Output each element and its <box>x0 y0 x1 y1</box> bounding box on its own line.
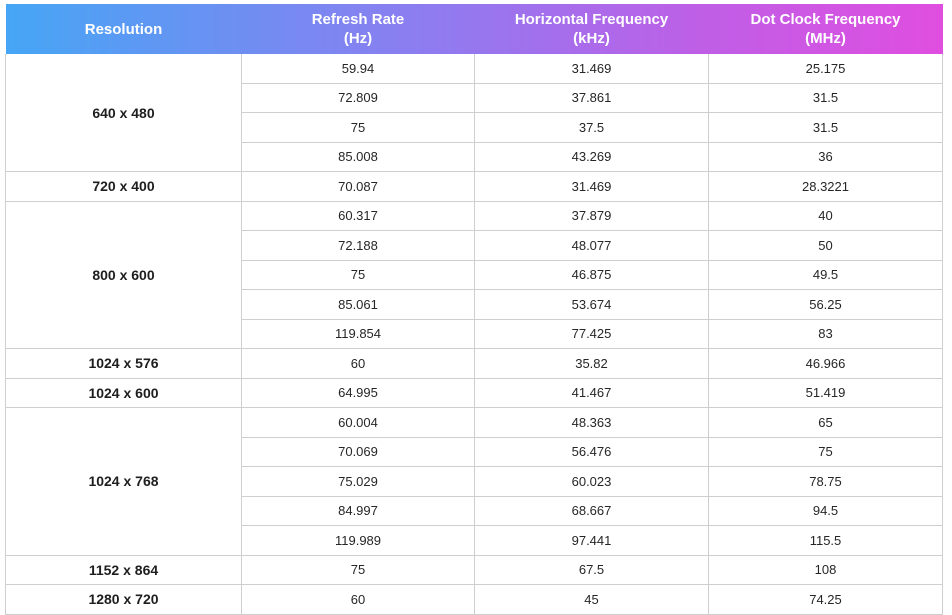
dot-clock-frequency-cell: 31.5 <box>709 83 943 113</box>
horizontal-frequency-cell: 31.469 <box>475 172 709 202</box>
timing-table <box>5 4 943 615</box>
dot-clock-frequency-cell: 115.5 <box>709 526 943 556</box>
horizontal-frequency-cell: 97.441 <box>475 526 709 556</box>
dot-clock-frequency-cell: 56.25 <box>709 290 943 320</box>
header-horizontal-frequency <box>475 4 709 54</box>
timing-table-container <box>5 4 942 615</box>
header-horizontal-frequency-label: Horizontal Frequency <box>514 11 669 28</box>
dot-clock-frequency-cell: 65 <box>709 408 943 438</box>
table-row <box>6 172 943 202</box>
horizontal-frequency-cell: 48.077 <box>475 231 709 261</box>
table-header <box>6 4 943 54</box>
table-row <box>6 349 943 379</box>
dot-clock-frequency-cell: 74.25 <box>709 585 943 615</box>
refresh-rate-cell: 60 <box>242 585 475 615</box>
resolution-cell: 800 x 600 <box>6 201 242 349</box>
horizontal-frequency-cell: 35.82 <box>475 349 709 379</box>
horizontal-frequency-cell: 41.467 <box>475 378 709 408</box>
table-row <box>6 378 943 408</box>
dot-clock-frequency-cell: 49.5 <box>709 260 943 290</box>
resolution-cell: 1280 x 720 <box>6 585 242 615</box>
horizontal-frequency-cell: 46.875 <box>475 260 709 290</box>
horizontal-frequency-cell: 45 <box>475 585 709 615</box>
dot-clock-frequency-cell: 36 <box>709 142 943 172</box>
dot-clock-frequency-cell: 75 <box>709 437 943 467</box>
header-resolution <box>6 4 242 54</box>
refresh-rate-cell: 70.069 <box>242 437 475 467</box>
horizontal-frequency-cell: 56.476 <box>475 437 709 467</box>
resolution-cell: 640 x 480 <box>6 54 242 172</box>
horizontal-frequency-cell: 31.469 <box>475 54 709 83</box>
header-row <box>6 4 943 54</box>
refresh-rate-cell: 60 <box>242 349 475 379</box>
horizontal-frequency-cell: 37.861 <box>475 83 709 113</box>
horizontal-frequency-cell: 53.674 <box>475 290 709 320</box>
header-dot-clock-frequency <box>709 4 943 54</box>
refresh-rate-cell: 72.809 <box>242 83 475 113</box>
refresh-rate-cell: 60.004 <box>242 408 475 438</box>
dot-clock-frequency-cell: 31.5 <box>709 113 943 143</box>
horizontal-frequency-cell: 43.269 <box>475 142 709 172</box>
header-dot-clock-frequency-label: Dot Clock Frequency <box>750 11 901 28</box>
resolution-cell: 720 x 400 <box>6 172 242 202</box>
refresh-rate-cell: 72.188 <box>242 231 475 261</box>
horizontal-frequency-cell: 37.879 <box>475 201 709 231</box>
dot-clock-frequency-cell: 25.175 <box>709 54 943 83</box>
horizontal-frequency-cell: 77.425 <box>475 319 709 349</box>
refresh-rate-cell: 119.854 <box>242 319 475 349</box>
refresh-rate-cell: 75.029 <box>242 467 475 497</box>
refresh-rate-cell: 70.087 <box>242 172 475 202</box>
header-refresh-rate <box>242 4 475 54</box>
header-dot-clock-frequency-unit: (MHz) <box>805 30 846 47</box>
refresh-rate-cell: 84.997 <box>242 496 475 526</box>
refresh-rate-cell: 75 <box>242 260 475 290</box>
dot-clock-frequency-cell: 40 <box>709 201 943 231</box>
refresh-rate-cell: 64.995 <box>242 378 475 408</box>
resolution-cell: 1024 x 576 <box>6 349 242 379</box>
dot-clock-frequency-cell: 83 <box>709 319 943 349</box>
refresh-rate-cell: 75 <box>242 113 475 143</box>
horizontal-frequency-cell: 37.5 <box>475 113 709 143</box>
resolution-cell: 1024 x 600 <box>6 378 242 408</box>
dot-clock-frequency-cell: 51.419 <box>709 378 943 408</box>
refresh-rate-cell: 85.008 <box>242 142 475 172</box>
header-horizontal-frequency-unit: (kHz) <box>573 30 610 47</box>
horizontal-frequency-cell: 48.363 <box>475 408 709 438</box>
header-resolution-label: Resolution <box>84 20 163 38</box>
table-row <box>6 54 943 83</box>
refresh-rate-cell: 60.317 <box>242 201 475 231</box>
table-row <box>6 201 943 231</box>
dot-clock-frequency-cell: 108 <box>709 555 943 585</box>
refresh-rate-cell: 59.94 <box>242 54 475 83</box>
horizontal-frequency-cell: 67.5 <box>475 555 709 585</box>
table-row <box>6 585 943 615</box>
dot-clock-frequency-cell: 50 <box>709 231 943 261</box>
dot-clock-frequency-cell: 78.75 <box>709 467 943 497</box>
resolution-cell: 1024 x 768 <box>6 408 242 556</box>
dot-clock-frequency-cell: 94.5 <box>709 496 943 526</box>
table-row <box>6 408 943 438</box>
table-row <box>6 555 943 585</box>
table-body <box>6 54 943 614</box>
refresh-rate-cell: 119.989 <box>242 526 475 556</box>
horizontal-frequency-cell: 60.023 <box>475 467 709 497</box>
dot-clock-frequency-cell: 28.3221 <box>709 172 943 202</box>
header-refresh-rate-label: Refresh Rate <box>311 11 405 28</box>
refresh-rate-cell: 75 <box>242 555 475 585</box>
header-refresh-rate-unit: (Hz) <box>343 30 373 47</box>
refresh-rate-cell: 85.061 <box>242 290 475 320</box>
resolution-cell: 1152 x 864 <box>6 555 242 585</box>
horizontal-frequency-cell: 68.667 <box>475 496 709 526</box>
dot-clock-frequency-cell: 46.966 <box>709 349 943 379</box>
